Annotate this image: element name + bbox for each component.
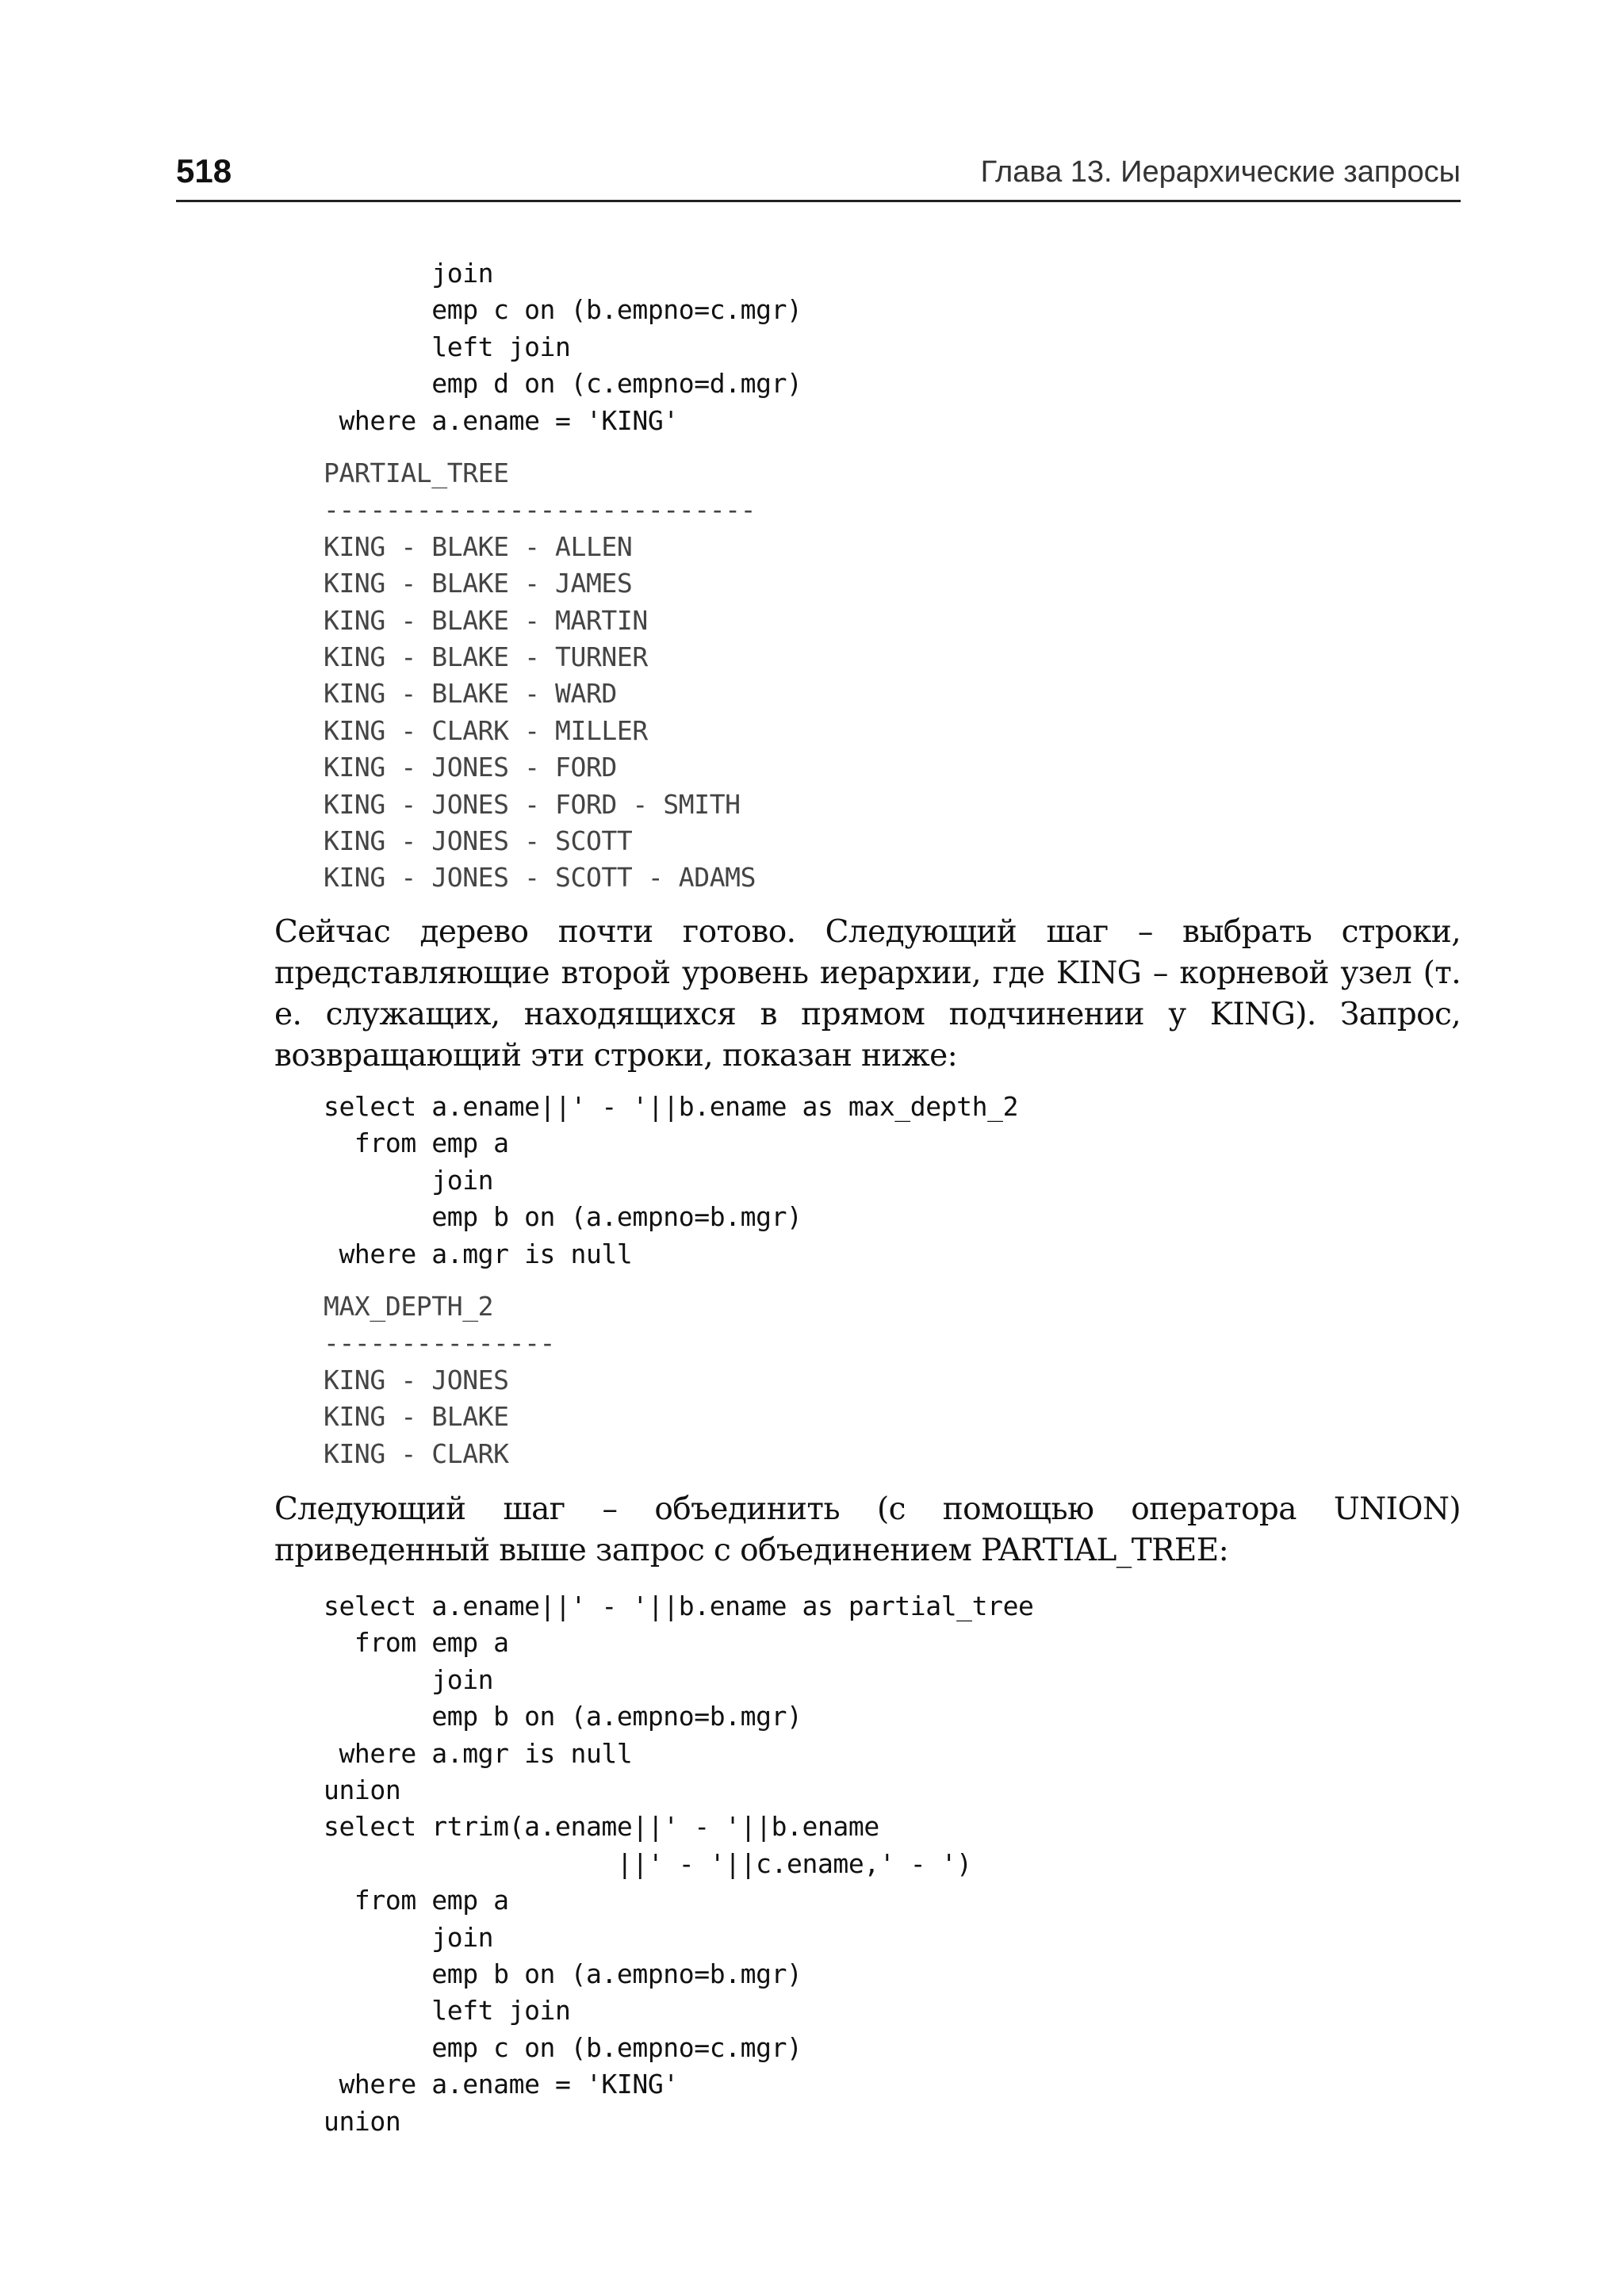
query-result-max-depth-2: MAX_DEPTH_2 --------------- KING - JONES KING - BLAKE KING - CLARK — [324, 1291, 556, 1469]
query-result-partial-tree: PARTIAL_TREE ---------------------------- KING - BLAKE - ALLEN KING - BLAKE - JAMES KING - BLAKE - MARTIN KING - BLAKE - TURNER KING - BLAKE - WARD KING - CLARK - MILLER KING - JONES - FORD KING - JONES - FORD - SMITH KING - JONES - SCOTT KING - JONES - SCOTT - ADAMS — [324, 457, 756, 894]
running-title: Глава 13. Иерархические запросы — [980, 155, 1461, 189]
code-listing-1: join emp c on (b.empno=c.mgr) left join emp d on (c.empno=d.mgr) where a.ename = 'KING' — [339, 258, 802, 436]
page-header — [176, 143, 1461, 202]
code-listing-3: select a.ename||' - '||b.ename as partial_tree from emp a join emp b on (a.empno=b.mgr) where a.mgr is null union select rtrim(a.ename||' - '||b.ename ||' - '||c.ename,' - ') from emp a join emp b on (a.empno=b.mgr) left join emp c on (b.empno=c.mgr) where a.ename = 'KING' union — [324, 1591, 1034, 2137]
page-number: 518 — [176, 152, 232, 189]
code-listing-2: select a.ename||' - '||b.ename as max_depth_2 from emp a join emp b on (a.empno=b.mgr) where a.mgr is null — [324, 1091, 1019, 1269]
body-paragraph-2: Следующий шаг – объединить (с помощью оператора UNION) приведенный выше запрос с объединением PARTIAL_TREE: — [274, 1491, 1461, 1568]
body-paragraph-1: Сейчас дерево почти готово. Следующий шаг – выбрать строки, представляющие второй уровень иерархии, где KING – корневой узел (т. е. служащих, находящихся в прямом подчинении у KING). Запрос, возвращающий эти строки, показан ниже: — [274, 914, 1461, 1074]
